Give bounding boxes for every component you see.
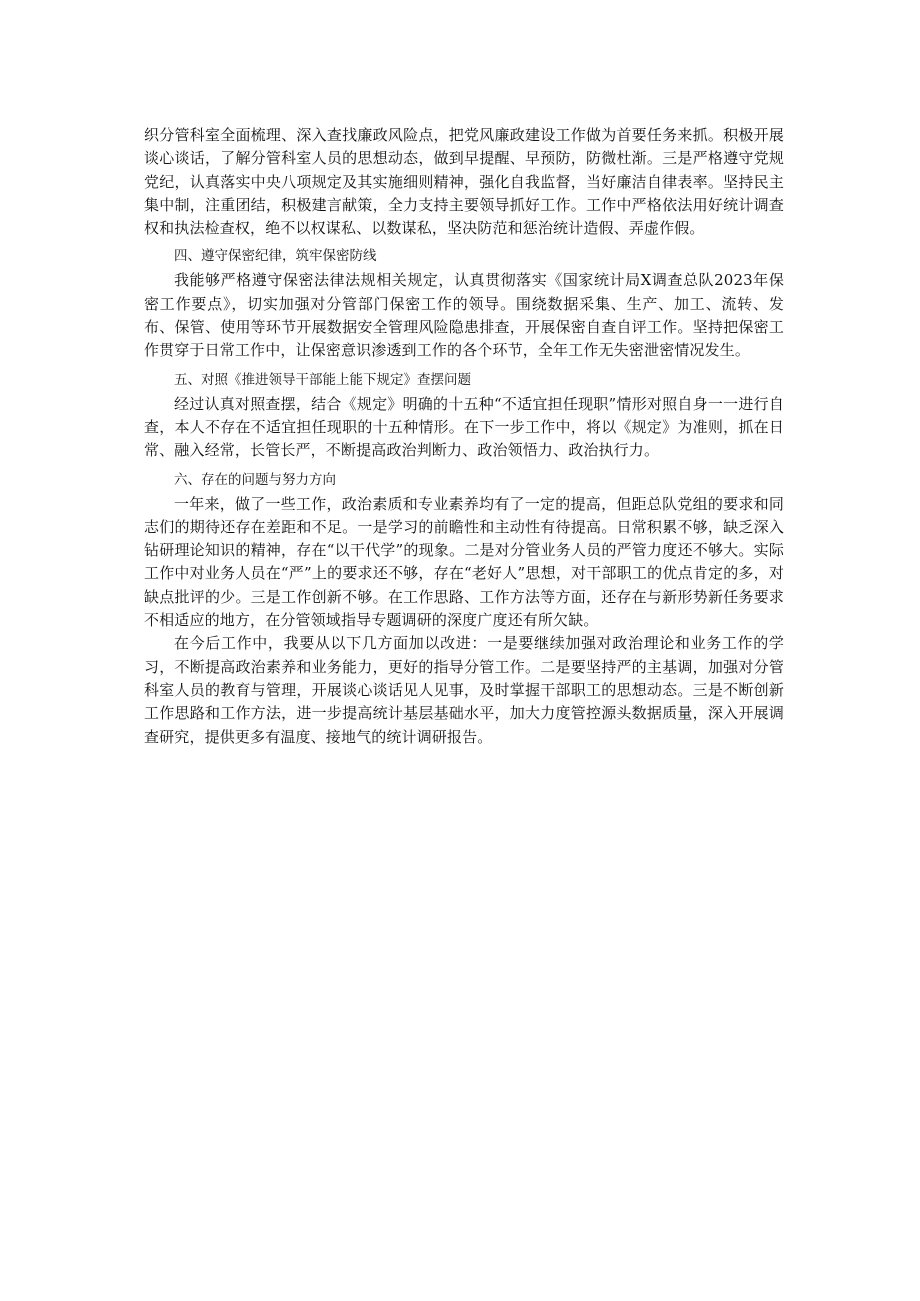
paragraph-improvements: 在今后工作中，我要从以下几方面加以改进：一是要继续加强对政治理论和业务工作的学习，不断提高政治素养和业务能力，更好的指导分管工作。二是要坚持严的主基调，加强对分管科室人员的教育与管理，开展谈心谈话见人见事，及时掌握干部职工的思想动态。三是不断创新工作思路和工作方法，进一步提高统计基层基础水平，加大力度管控源头数据质量，深入开展调查研究，提供更多有温度、接地气的统计调研报告。 (144, 634, 784, 746)
paragraph-self-check: 经过认真对照查摆，结合《规定》明确的十五种“不适宜担任现职”情形对照自身一一进行自查，本人不存在不适宜担任现职的十五种情形。在下一步工作中，将以《规定》为准则，抓在日常、融入经常，长管长严，不断提高政治判断力、政治领悟力、政治执行力。 (144, 394, 784, 460)
paragraph-confidentiality: 我能够严格遵守保密法律法规相关规定，认真贯彻落实《国家统计局X调查总队2023年保密工作要点》，切实加强对分管部门保密工作的领导。围绕数据采集、生产、加工、流转、发布、保管、使用等环节开展数据安全管理风险隐患排查，开展保密自查自评工作。坚持把保密工作贯穿于日常工作中，让保密意识渗透到工作的各个环节，全年工作无失密泄密情况发生。 (144, 271, 784, 360)
section-heading-4: 四、遵守保密纪律，筑牢保密防线 (174, 248, 377, 265)
section-heading-6: 六、存在的问题与努力方向 (174, 471, 336, 488)
paragraph-continued: 织分管科室全面梳理、深入查找廉政风险点，把党风廉政建设工作做为首要任务来抓。积极开展谈心谈话，了解分管科室人员的思想动态，做到早提醒、早预防，防微杜渐。三是严格遵守党规党纪，认真落实中央八项规定及其实施细则精神，强化自我监督，当好廉洁自律表率。坚持民主集中制，注重团结，积极建言献策，全力支持主要领导抓好工作。工作中严格依法用好统计调查权和执法检查权，绝不以权谋私、以数谋私，坚决防范和惩治统计造假、弄虚作假。 (144, 126, 784, 238)
paragraph-problems: 一年来，做了一些工作，政治素质和专业素养均有了一定的提高，但距总队党组的要求和同志们的期待还存在差距和不足。一是学习的前瞻性和主动性有待提高。日常积累不够，缺乏深入钻研理论知识的精神，存在“以干代学”的现象。二是对分管业务人员的严管力度还不够大。实际工作中对业务人员在“严”上的要求还不够，存在“老好人”思想，对干部职工的优点肯定的多，对缺点批评的少。三是工作创新不够。在工作思路、工作方法等方面，还存在与新形势新任务要求不相适应的地方，在分管领域指导专题调研的深度广度还有所欠缺。 (144, 494, 784, 630)
document-page (144, 124, 784, 749)
section-heading-5: 五、对照《推进领导干部能上能下规定》查摆问题 (174, 371, 471, 388)
